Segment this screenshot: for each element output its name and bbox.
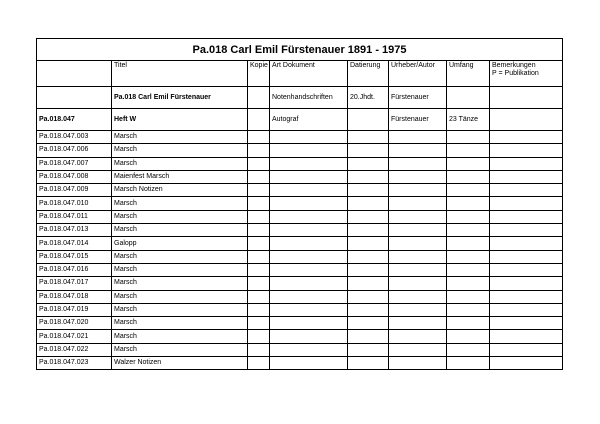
- collection-kopie: [248, 87, 270, 109]
- header-bemerkungen: [490, 61, 563, 87]
- item-titel: Marsch: [112, 131, 248, 144]
- item-titel: Marsch: [112, 210, 248, 223]
- collection-art: Notenhandschriften: [270, 87, 348, 109]
- item-bemerkungen: [490, 144, 563, 157]
- item-titel: Marsch: [112, 330, 248, 343]
- item-signatur: Pa.018.047.009: [37, 184, 112, 197]
- item-umfang: [447, 210, 490, 223]
- item-kopie: [248, 263, 270, 276]
- item-art: [270, 210, 348, 223]
- item-datierung: [348, 144, 389, 157]
- item-datierung: [348, 237, 389, 250]
- heft-kopie: [248, 109, 270, 131]
- table-row: [37, 357, 563, 370]
- header-urheber: Urheber/Autor: [389, 61, 447, 87]
- item-signatur: Pa.018.047.007: [37, 157, 112, 170]
- item-umfang: [447, 157, 490, 170]
- item-bemerkungen: [490, 131, 563, 144]
- item-urheber: [389, 277, 447, 290]
- item-datierung: [348, 170, 389, 183]
- item-signatur: Pa.018.047.016: [37, 263, 112, 276]
- item-titel: Marsch: [112, 250, 248, 263]
- item-signatur: Pa.018.047.003: [37, 131, 112, 144]
- item-datierung: [348, 290, 389, 303]
- item-bemerkungen: [490, 170, 563, 183]
- item-urheber: [389, 290, 447, 303]
- item-kopie: [248, 184, 270, 197]
- item-art: [270, 250, 348, 263]
- item-bemerkungen: [490, 157, 563, 170]
- item-urheber: [389, 157, 447, 170]
- item-art: [270, 263, 348, 276]
- heft-umfang: 23 Tänze: [447, 109, 490, 131]
- item-kopie: [248, 131, 270, 144]
- item-art: [270, 303, 348, 316]
- item-kopie: [248, 210, 270, 223]
- item-kopie: [248, 290, 270, 303]
- header-art-dokument: Art Dokument: [270, 61, 348, 87]
- item-datierung: [348, 250, 389, 263]
- page-title: Pa.018 Carl Emil Fürstenauer 1891 - 1975: [37, 39, 563, 61]
- item-umfang: [447, 170, 490, 183]
- item-umfang: [447, 184, 490, 197]
- item-bemerkungen: [490, 277, 563, 290]
- item-art: [270, 131, 348, 144]
- item-titel: Marsch Notizen: [112, 184, 248, 197]
- table-row: [37, 170, 563, 183]
- item-urheber: [389, 197, 447, 210]
- item-kopie: [248, 250, 270, 263]
- collection-urheber: Fürstenauer: [389, 87, 447, 109]
- item-bemerkungen: [490, 263, 563, 276]
- item-bemerkungen: [490, 237, 563, 250]
- item-datierung: [348, 303, 389, 316]
- item-urheber: [389, 330, 447, 343]
- item-bemerkungen: [490, 197, 563, 210]
- header-signatur: [37, 61, 112, 87]
- item-art: [270, 170, 348, 183]
- item-titel: Marsch: [112, 343, 248, 356]
- table-row: [37, 343, 563, 356]
- item-art: [270, 197, 348, 210]
- table-row: [37, 131, 563, 144]
- heft-bemerkungen: [490, 109, 563, 131]
- item-datierung: [348, 357, 389, 370]
- item-datierung: [348, 343, 389, 356]
- item-art: [270, 144, 348, 157]
- item-titel: Marsch: [112, 157, 248, 170]
- item-urheber: [389, 131, 447, 144]
- catalog-sheet: [36, 38, 562, 370]
- item-kopie: [248, 224, 270, 237]
- heft-titel: Heft W: [112, 109, 248, 131]
- catalog-table: [36, 38, 563, 370]
- table-row: [37, 224, 563, 237]
- heft-signatur: Pa.018.047: [37, 109, 112, 131]
- item-bemerkungen: [490, 224, 563, 237]
- item-art: [270, 277, 348, 290]
- item-kopie: [248, 237, 270, 250]
- item-titel: Maienfest Marsch: [112, 170, 248, 183]
- item-signatur: Pa.018.047.014: [37, 237, 112, 250]
- item-umfang: [447, 330, 490, 343]
- item-signatur: Pa.018.047.013: [37, 224, 112, 237]
- item-art: [270, 317, 348, 330]
- item-art: [270, 237, 348, 250]
- table-row: [37, 303, 563, 316]
- item-urheber: [389, 144, 447, 157]
- item-signatur: Pa.018.047.020: [37, 317, 112, 330]
- heft-row: [37, 109, 563, 131]
- item-umfang: [447, 197, 490, 210]
- item-bemerkungen: [490, 330, 563, 343]
- item-titel: Marsch: [112, 224, 248, 237]
- table-row: [37, 250, 563, 263]
- item-umfang: [447, 343, 490, 356]
- header-row: [37, 61, 563, 87]
- item-art: [270, 357, 348, 370]
- item-urheber: [389, 263, 447, 276]
- item-art: [270, 330, 348, 343]
- header-bemerkungen-note: P = Publikation: [492, 70, 539, 77]
- item-datierung: [348, 184, 389, 197]
- item-urheber: [389, 170, 447, 183]
- item-bemerkungen: [490, 343, 563, 356]
- item-urheber: [389, 210, 447, 223]
- collection-datierung: 20.Jhdt.: [348, 87, 389, 109]
- item-titel: Marsch: [112, 144, 248, 157]
- item-kopie: [248, 197, 270, 210]
- item-datierung: [348, 263, 389, 276]
- item-kopie: [248, 144, 270, 157]
- item-umfang: [447, 263, 490, 276]
- item-urheber: [389, 357, 447, 370]
- table-row: [37, 237, 563, 250]
- item-signatur: Pa.018.047.018: [37, 290, 112, 303]
- item-urheber: [389, 343, 447, 356]
- item-kopie: [248, 170, 270, 183]
- item-signatur: Pa.018.047.010: [37, 197, 112, 210]
- collection-row: [37, 87, 563, 109]
- item-urheber: [389, 224, 447, 237]
- table-row: [37, 210, 563, 223]
- header-datierung: Datierung: [348, 61, 389, 87]
- item-signatur: Pa.018.047.021: [37, 330, 112, 343]
- item-urheber: [389, 303, 447, 316]
- item-titel: Galopp: [112, 237, 248, 250]
- header-kopie: Kopie: [248, 61, 270, 87]
- heft-urheber: Fürstenauer: [389, 109, 447, 131]
- item-urheber: [389, 317, 447, 330]
- item-kopie: [248, 303, 270, 316]
- header-titel: Titel: [112, 61, 248, 87]
- item-signatur: Pa.018.047.008: [37, 170, 112, 183]
- item-signatur: Pa.018.047.011: [37, 210, 112, 223]
- header-umfang: Umfang: [447, 61, 490, 87]
- item-bemerkungen: [490, 303, 563, 316]
- item-datierung: [348, 197, 389, 210]
- item-art: [270, 224, 348, 237]
- collection-bemerkungen: [490, 87, 563, 109]
- table-row: [37, 157, 563, 170]
- item-signatur: Pa.018.047.022: [37, 343, 112, 356]
- item-signatur: Pa.018.047.019: [37, 303, 112, 316]
- collection-titel: Pa.018 Carl Emil Fürstenauer: [112, 87, 248, 109]
- item-bemerkungen: [490, 357, 563, 370]
- item-titel: Marsch: [112, 197, 248, 210]
- table-row: [37, 144, 563, 157]
- item-bemerkungen: [490, 184, 563, 197]
- item-art: [270, 343, 348, 356]
- item-datierung: [348, 210, 389, 223]
- item-umfang: [447, 290, 490, 303]
- item-kopie: [248, 330, 270, 343]
- item-umfang: [447, 357, 490, 370]
- table-row: [37, 290, 563, 303]
- item-signatur: Pa.018.047.015: [37, 250, 112, 263]
- item-kopie: [248, 357, 270, 370]
- item-signatur: Pa.018.047.023: [37, 357, 112, 370]
- header-bemerkungen-label: Bemerkungen: [492, 62, 536, 69]
- item-kopie: [248, 157, 270, 170]
- item-bemerkungen: [490, 210, 563, 223]
- title-row: [37, 39, 563, 61]
- item-bemerkungen: [490, 317, 563, 330]
- item-kopie: [248, 277, 270, 290]
- item-bemerkungen: [490, 250, 563, 263]
- item-umfang: [447, 303, 490, 316]
- item-art: [270, 157, 348, 170]
- item-art: [270, 184, 348, 197]
- item-titel: Marsch: [112, 277, 248, 290]
- item-signatur: Pa.018.047.017: [37, 277, 112, 290]
- table-row: [37, 330, 563, 343]
- item-art: [270, 290, 348, 303]
- item-umfang: [447, 250, 490, 263]
- table-row: [37, 277, 563, 290]
- item-titel: Marsch: [112, 290, 248, 303]
- table-row: [37, 263, 563, 276]
- item-urheber: [389, 237, 447, 250]
- item-datierung: [348, 317, 389, 330]
- item-titel: Marsch: [112, 263, 248, 276]
- item-urheber: [389, 184, 447, 197]
- table-row: [37, 317, 563, 330]
- item-bemerkungen: [490, 290, 563, 303]
- item-datierung: [348, 157, 389, 170]
- item-signatur: Pa.018.047.006: [37, 144, 112, 157]
- heft-datierung: [348, 109, 389, 131]
- item-urheber: [389, 250, 447, 263]
- item-datierung: [348, 224, 389, 237]
- item-kopie: [248, 343, 270, 356]
- table-row: [37, 197, 563, 210]
- item-datierung: [348, 131, 389, 144]
- item-umfang: [447, 277, 490, 290]
- item-datierung: [348, 330, 389, 343]
- heft-art: Autograf: [270, 109, 348, 131]
- item-umfang: [447, 224, 490, 237]
- item-umfang: [447, 237, 490, 250]
- item-umfang: [447, 144, 490, 157]
- item-titel: Marsch: [112, 317, 248, 330]
- item-kopie: [248, 317, 270, 330]
- collection-signatur: [37, 87, 112, 109]
- item-umfang: [447, 317, 490, 330]
- item-titel: Walzer Notizen: [112, 357, 248, 370]
- item-datierung: [348, 277, 389, 290]
- item-umfang: [447, 131, 490, 144]
- collection-umfang: [447, 87, 490, 109]
- item-titel: Marsch: [112, 303, 248, 316]
- table-row: [37, 184, 563, 197]
